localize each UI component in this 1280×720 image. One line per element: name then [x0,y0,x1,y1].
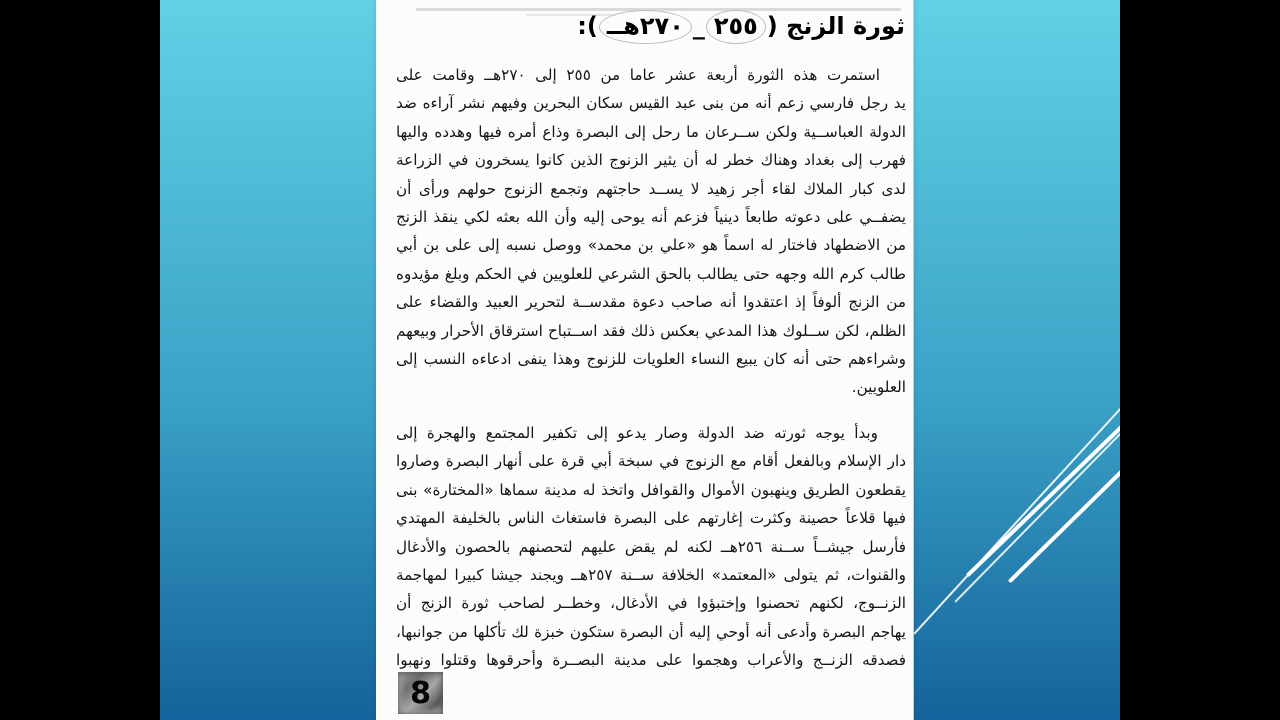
diagonal-streak [966,422,1120,578]
text-line: وشراءهم حتى أنه كان يبيع النساء العلويات للزنوج وهذا ينفى ادعاءه النسب إلى [396,349,906,368]
paragraph-1 [396,61,906,402]
text-line: والقنوات، ثم يتولى «المعتمد» الخلافة ســنة ٢٥٧هــ ويجند جيشا كبيرا لمهاجمة [396,565,906,584]
text-line: الزنــوج، لكنهم تحصنوا وإختبؤوا في الأدغال، وخطــر لصاحب ثورة الزنج أن [396,594,906,613]
page-number-badge [398,672,443,714]
page-title [388,10,905,44]
text-line: فأرسل جيشــاً ســنة ٢٥٦هــ لكنه لم يقض عليهم لتحصنهم بالحصون والأدغال [396,537,906,556]
text-line: الدولة العباســية ولكن ســرعان ما رحل إلى البصرة وذاع أمره فيها وهدده واليها [396,122,906,141]
title-start-year: ٢٥٥ [706,10,766,44]
text-line: استمرت هذه الثورة أربعة عشر عاما من ٢٥٥ إلى ٢٧٠هــ وقامت على [396,66,880,84]
text-line: وبدأ يوجه ثورته ضد الدولة وصار يدعو إلى تكفير المجتمع والهجرة إلى [396,424,878,442]
page-number: 8 [410,675,431,711]
text-line: يضفــي على دعوته طابعاً دينياً فزعم أنه يوحى إليه وأن الله بعثه لكي ينقذ الزنج [396,207,906,226]
title-separator: _ [692,12,705,40]
pillarbox-right [1120,0,1280,720]
text-line: العلويين. [851,378,906,397]
text-line: من الزنج ألوفاً إذ اعتقدوا أنه صاحب دعوة مقدســة لتحرير العبيد والقضاء على [396,293,906,312]
pillarbox-left [0,0,160,720]
text-line: يهاجم البصرة وأدعى أنه أوحي إليه أن البصرة ستكون خبزة لك تأكلها من جوانبها، [396,622,906,641]
title-colon: ): [577,12,598,40]
text-line: فهرب إلى بغداد وهناك خطر له أن يثير الزنوج الذين كانوا يسخرون في الزراعة [396,151,906,170]
title-end-year: ٢٧٠هــ [599,10,692,44]
diagonal-streak [913,403,1120,634]
text-line: من الاضطهاد فاختار له اسماً هو «علي بن محمد» ووصل نسبه إلى على بن أبي [396,236,906,255]
text-line: لدى كبار الملاك لقاء أجر زهيد لا يســد حاجتهم وتجمع الزنوج حولهم ورأى أن [396,179,906,198]
text-line: طالب كرم الله وجهه حتى يطالب بالحق الشرعي للعلويين في الحكم وبلغ مؤيدوه [396,264,906,283]
text-line: فصدقه الزنــج والأعراب وهجموا على مدينة البصــرة وأحرقوها وقتلوا ونهبوا [396,651,906,670]
text-line: فيها قلاعاً حصينة وكثرت إغارتهم على البصرة فاستغاث الناس بالخليفة المهتدي [396,509,906,528]
text-line: يد رجل فارسي زعم أنه من بنى عبد القيس سكان البحرين وفيهم نشر آراءه ضد [396,94,906,113]
paragraph-2 [396,419,906,675]
title-text: ثورة الزنج ( [766,12,905,40]
text-line: الظلم، لكن ســلوك هذا المدعي بعكس ذلك فقد اســتباح استرقاق الأحرار وبيعهم [396,321,906,340]
slide-background [160,0,1120,720]
scanned-document-page [376,0,914,720]
diagonal-streak [1008,468,1120,583]
text-line: يقطعون الطريق وينهبون الأموال والقوافل واتخذ له مدينة سماها «المختارة» بنى [396,480,906,499]
text-line: دار الإسلام وبالفعل أقام مع الزنوج في سبخة أبي قرة على أنهار البصرة وصاروا [396,452,906,471]
